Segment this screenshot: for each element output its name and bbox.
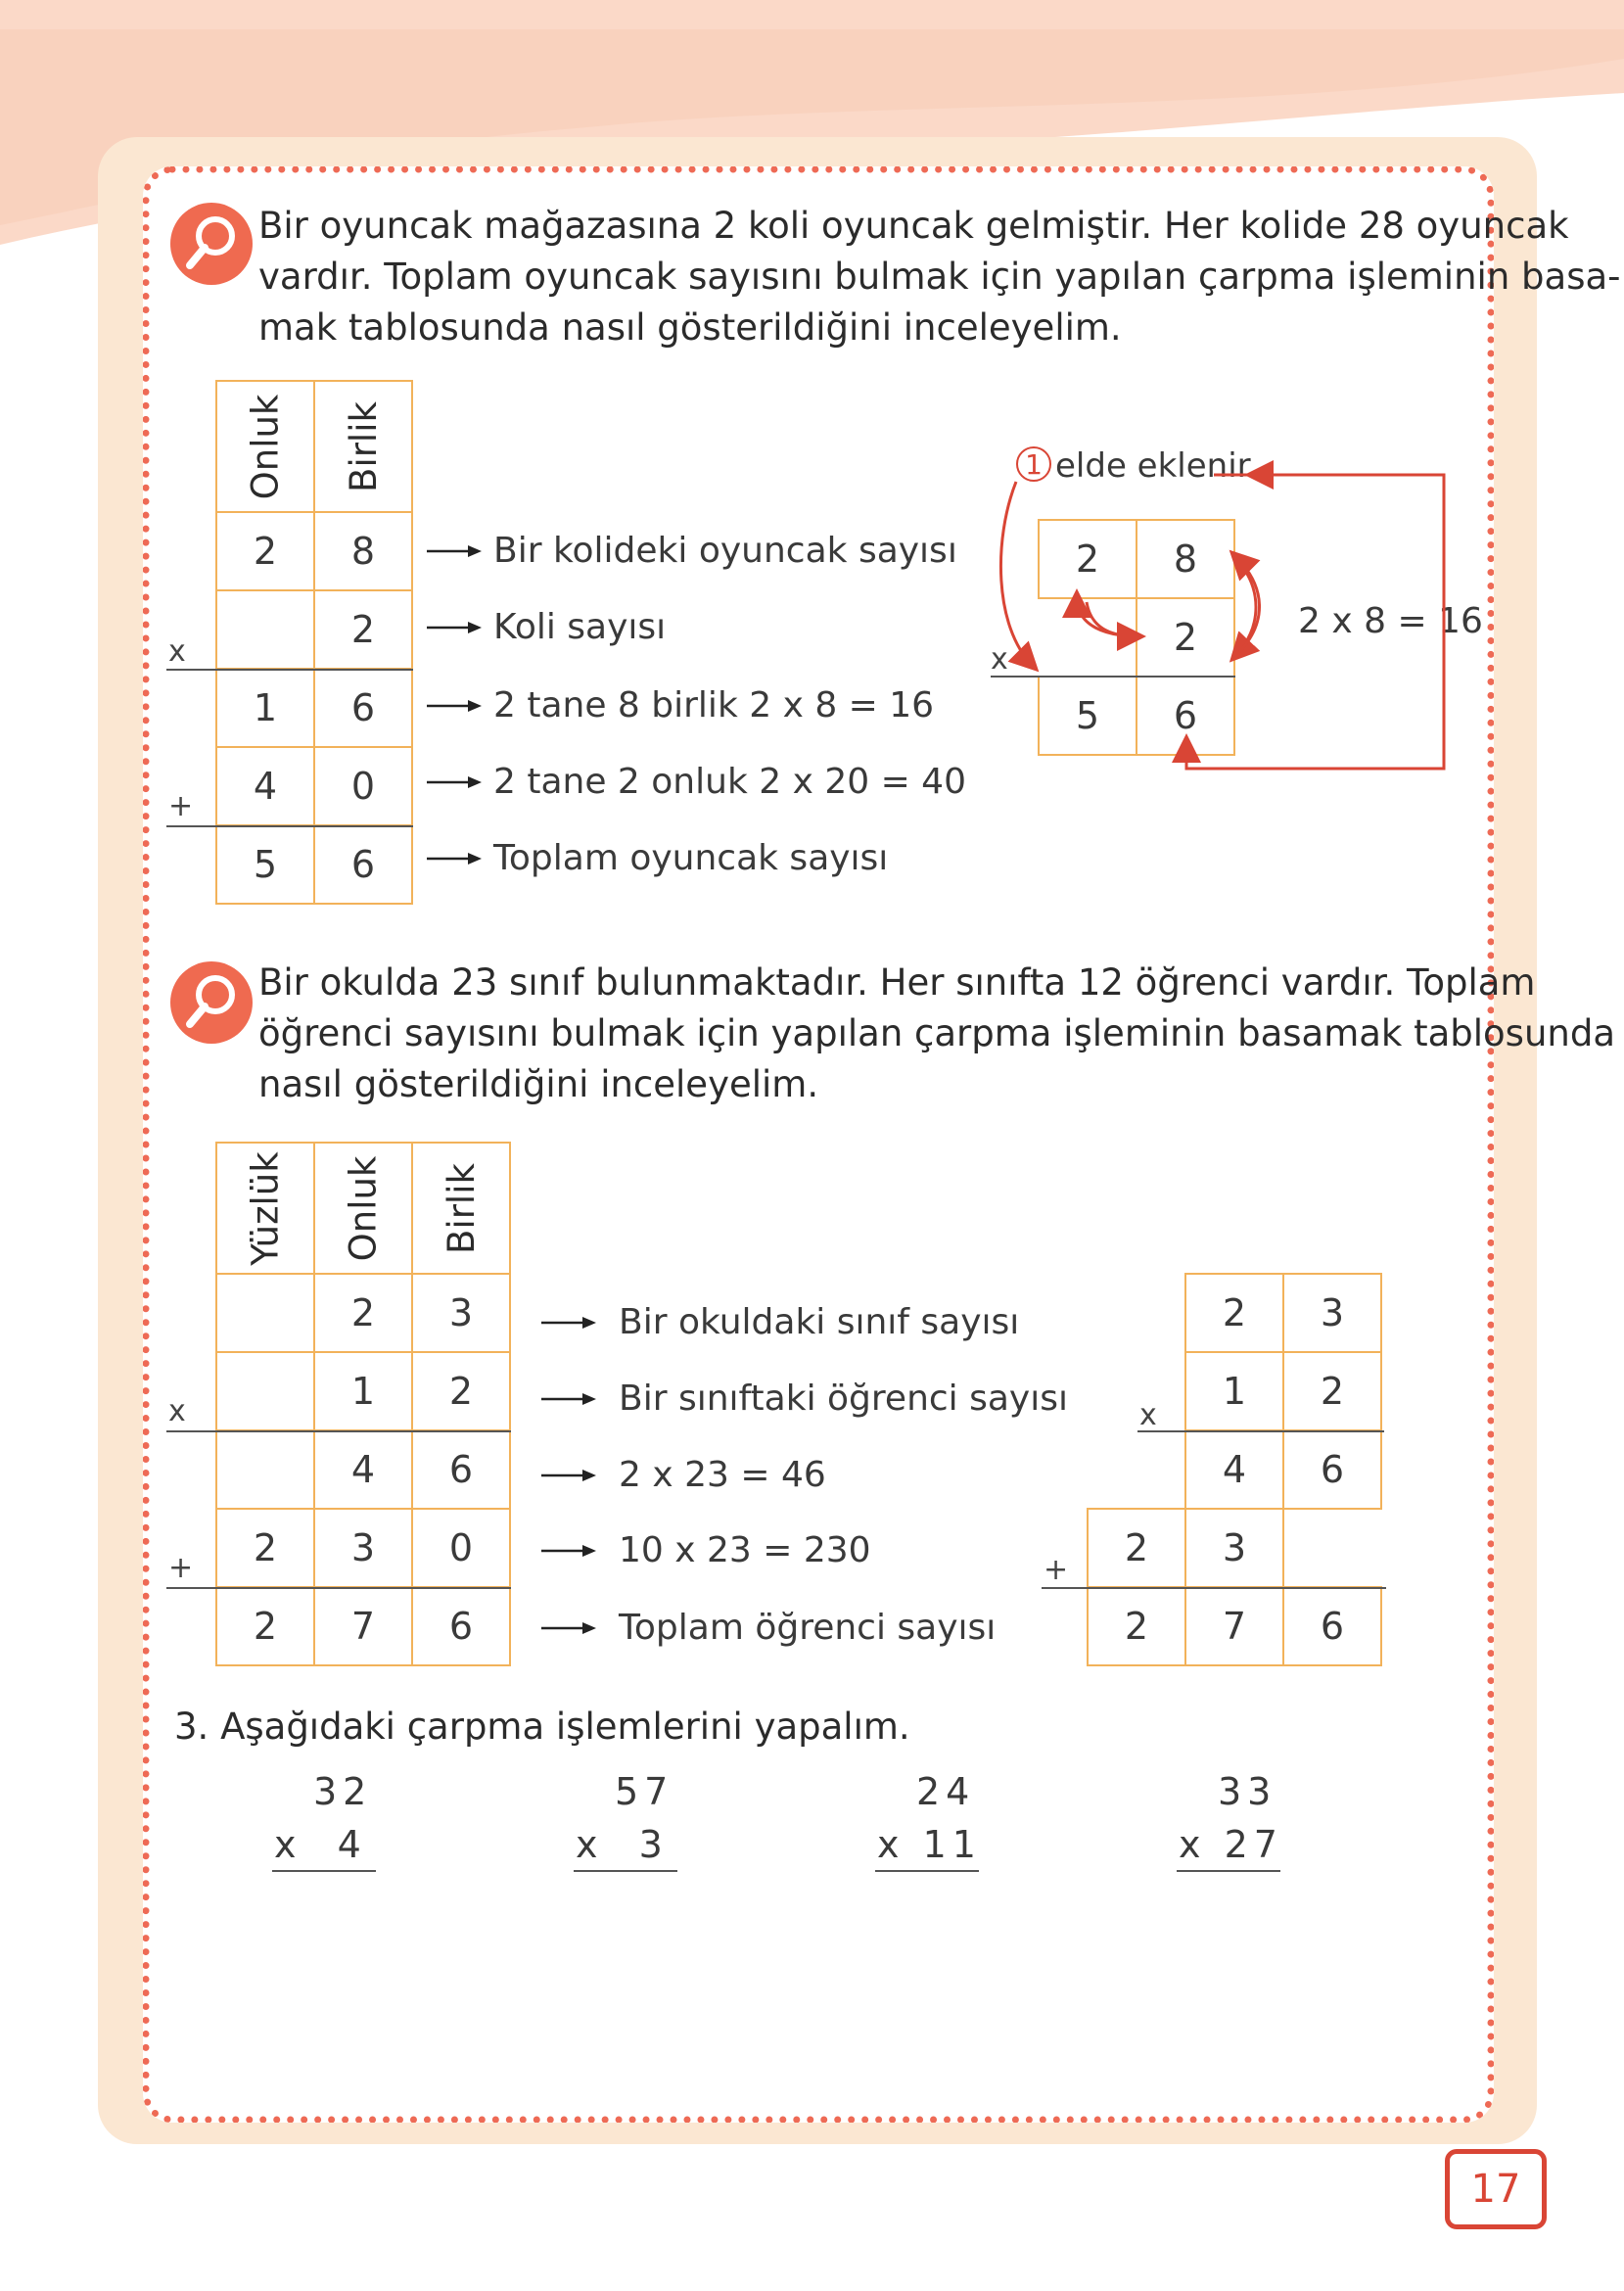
intro-line: öğrenci sayısını bulmak için yapılan çarpma işleminin basamak tablosunda xyxy=(258,1012,1616,1054)
equation-text: 2 x 8 = 16 xyxy=(1298,601,1483,641)
table-cell: 4 xyxy=(215,746,315,826)
table-cell: 2 xyxy=(313,1273,413,1353)
answer-line xyxy=(1177,1870,1280,1872)
multiply-line xyxy=(166,1430,511,1432)
row-label xyxy=(427,838,888,878)
row-label xyxy=(427,607,666,647)
arrow-right-icon xyxy=(427,775,482,789)
sum-line xyxy=(166,825,413,827)
table-cell: 0 xyxy=(313,746,413,826)
problem-bottom: x 11 xyxy=(877,1823,982,1866)
row-label xyxy=(531,1530,871,1570)
magnifier-icon xyxy=(168,201,255,287)
row-label xyxy=(427,762,966,802)
arrow-right-icon xyxy=(531,1316,607,1330)
table-cell: 8 xyxy=(313,511,413,591)
carry-note: elde eklenir. xyxy=(1055,446,1259,486)
table-cell: 4 xyxy=(313,1429,413,1510)
diagram-cell: 2 xyxy=(1038,519,1137,599)
row-label xyxy=(531,1455,826,1495)
table-cell: 0 xyxy=(411,1508,511,1588)
arrow-right-icon xyxy=(531,1544,607,1558)
row-label xyxy=(531,1379,1068,1419)
intro-line: Bir okulda 23 sınıf bulunmaktadır. Her sınıfta 12 öğrenci vardır. Toplam xyxy=(258,961,1536,1004)
label-text: 10 x 23 = 230 xyxy=(619,1530,871,1570)
intro-line: mak tablosunda nasıl gösterildiğini inceleyelim. xyxy=(258,306,1122,349)
answer-line xyxy=(574,1870,677,1872)
exercise-title: 3. Aşağıdaki çarpma işlemlerini yapalım. xyxy=(174,1706,910,1748)
header-onluk: Onluk xyxy=(313,1142,413,1275)
table-cell xyxy=(215,1351,315,1431)
arrow-right-icon xyxy=(531,1469,607,1482)
table-cell: 1 xyxy=(215,668,315,748)
answer-line xyxy=(875,1870,979,1872)
arrow-right-icon xyxy=(427,852,482,865)
label-text: 2 tane 2 onluk 2 x 20 = 40 xyxy=(493,762,966,802)
diagram-cell: 2 xyxy=(1087,1508,1186,1588)
label-text: Koli sayısı xyxy=(493,607,667,647)
label-text: Bir sınıftaki öğrenci sayısı xyxy=(619,1379,1068,1419)
table-cell: 6 xyxy=(411,1429,511,1510)
problem-bottom: x 3 xyxy=(576,1823,669,1866)
table-cell: 3 xyxy=(411,1273,511,1353)
diagram-cell: 2 xyxy=(1087,1586,1186,1666)
multiply-sign: x xyxy=(168,1394,186,1428)
problem-top: 32 xyxy=(313,1770,373,1813)
header-birlik: Birlik xyxy=(313,380,413,513)
intro-line: nasıl gösterildiğini inceleyelim. xyxy=(258,1063,819,1105)
table-cell: 7 xyxy=(313,1586,413,1666)
magnifier-icon xyxy=(168,959,255,1046)
problem-top: 57 xyxy=(615,1770,674,1813)
multiply-sign: x xyxy=(1139,1398,1157,1432)
diagram-cell: 5 xyxy=(1038,676,1137,756)
table-cell: 6 xyxy=(313,824,413,905)
problem-top: 33 xyxy=(1218,1770,1277,1813)
arrow-right-icon xyxy=(427,699,482,713)
multiply-line xyxy=(1137,1430,1384,1432)
intro-line: Bir oyuncak mağazasına 2 koli oyuncak gelmiştir. Her kolide 28 oyuncak xyxy=(258,205,1569,247)
problem-bottom: x 4 xyxy=(274,1823,367,1866)
row-label xyxy=(427,685,934,725)
sum-line xyxy=(1042,1587,1386,1589)
multiply-sign: x xyxy=(168,634,186,669)
table-cell: 1 xyxy=(313,1351,413,1431)
diagram-cell: 3 xyxy=(1282,1273,1382,1353)
label-text: Toplam oyuncak sayısı xyxy=(493,838,889,878)
table-cell: 2 xyxy=(215,1508,315,1588)
problem-top: 24 xyxy=(916,1770,976,1813)
diagram-cell: 6 xyxy=(1282,1586,1382,1666)
diagram-cell: 6 xyxy=(1136,676,1235,756)
diagram-cell: 2 xyxy=(1184,1273,1284,1353)
label-text: Bir okuldaki sınıf sayısı xyxy=(619,1302,1020,1342)
problem-bottom: x 27 xyxy=(1179,1823,1283,1866)
answer-line xyxy=(272,1870,376,1872)
arrow-right-icon xyxy=(427,621,482,634)
diagram-cell: 8 xyxy=(1136,519,1235,599)
plus-sign: + xyxy=(168,789,194,823)
carry-digit-circle: 1 xyxy=(1016,446,1051,482)
diagram-cell: 4 xyxy=(1184,1429,1284,1510)
table-cell: 3 xyxy=(313,1508,413,1588)
label-text: 2 x 23 = 46 xyxy=(619,1455,826,1495)
diagram-cell: 2 xyxy=(1282,1351,1382,1431)
page-number: 17 xyxy=(1445,2149,1547,2229)
multiply-sign: x xyxy=(991,642,1008,677)
label-text: Toplam öğrenci sayısı xyxy=(619,1608,997,1648)
sum-line xyxy=(166,1587,511,1589)
row-label xyxy=(531,1608,996,1648)
diagram-cell: 3 xyxy=(1184,1508,1284,1588)
diagram-cell: 6 xyxy=(1282,1429,1382,1510)
label-text: Bir kolideki oyuncak sayısı xyxy=(493,531,957,571)
carry-arrows xyxy=(979,431,1488,783)
arrow-right-icon xyxy=(427,544,482,558)
intro-paragraph-1 xyxy=(258,201,1621,353)
plus-sign: + xyxy=(1044,1553,1069,1587)
intro-paragraph-2 xyxy=(258,958,1615,1110)
table-cell xyxy=(215,1273,315,1353)
table-cell xyxy=(215,589,315,670)
table-cell: 2 xyxy=(215,1586,315,1666)
table-cell xyxy=(215,1429,315,1510)
table-cell: 6 xyxy=(313,668,413,748)
diagram-cell: 2 xyxy=(1136,597,1235,678)
table-cell: 2 xyxy=(313,589,413,670)
header-birlik: Birlik xyxy=(411,1142,511,1275)
arrow-right-icon xyxy=(531,1392,607,1406)
intro-line: vardır. Toplam oyuncak sayısını bulmak için yapılan çarpma işleminin basa- xyxy=(258,256,1621,298)
arrow-right-icon xyxy=(531,1621,607,1635)
table-cell: 6 xyxy=(411,1586,511,1666)
table-cell: 2 xyxy=(215,511,315,591)
diagram-cell: 1 xyxy=(1184,1351,1284,1431)
header-onluk: Onluk xyxy=(215,380,315,513)
label-text: 2 tane 8 birlik 2 x 8 = 16 xyxy=(493,685,935,725)
table-cell: 5 xyxy=(215,824,315,905)
diagram-cell: 7 xyxy=(1184,1586,1284,1666)
row-label xyxy=(531,1302,1019,1342)
row-label xyxy=(427,531,957,571)
table-cell: 2 xyxy=(411,1351,511,1431)
multiply-line xyxy=(166,669,413,671)
header-yuzluk: Yüzlük xyxy=(215,1142,315,1275)
plus-sign: + xyxy=(168,1551,194,1585)
